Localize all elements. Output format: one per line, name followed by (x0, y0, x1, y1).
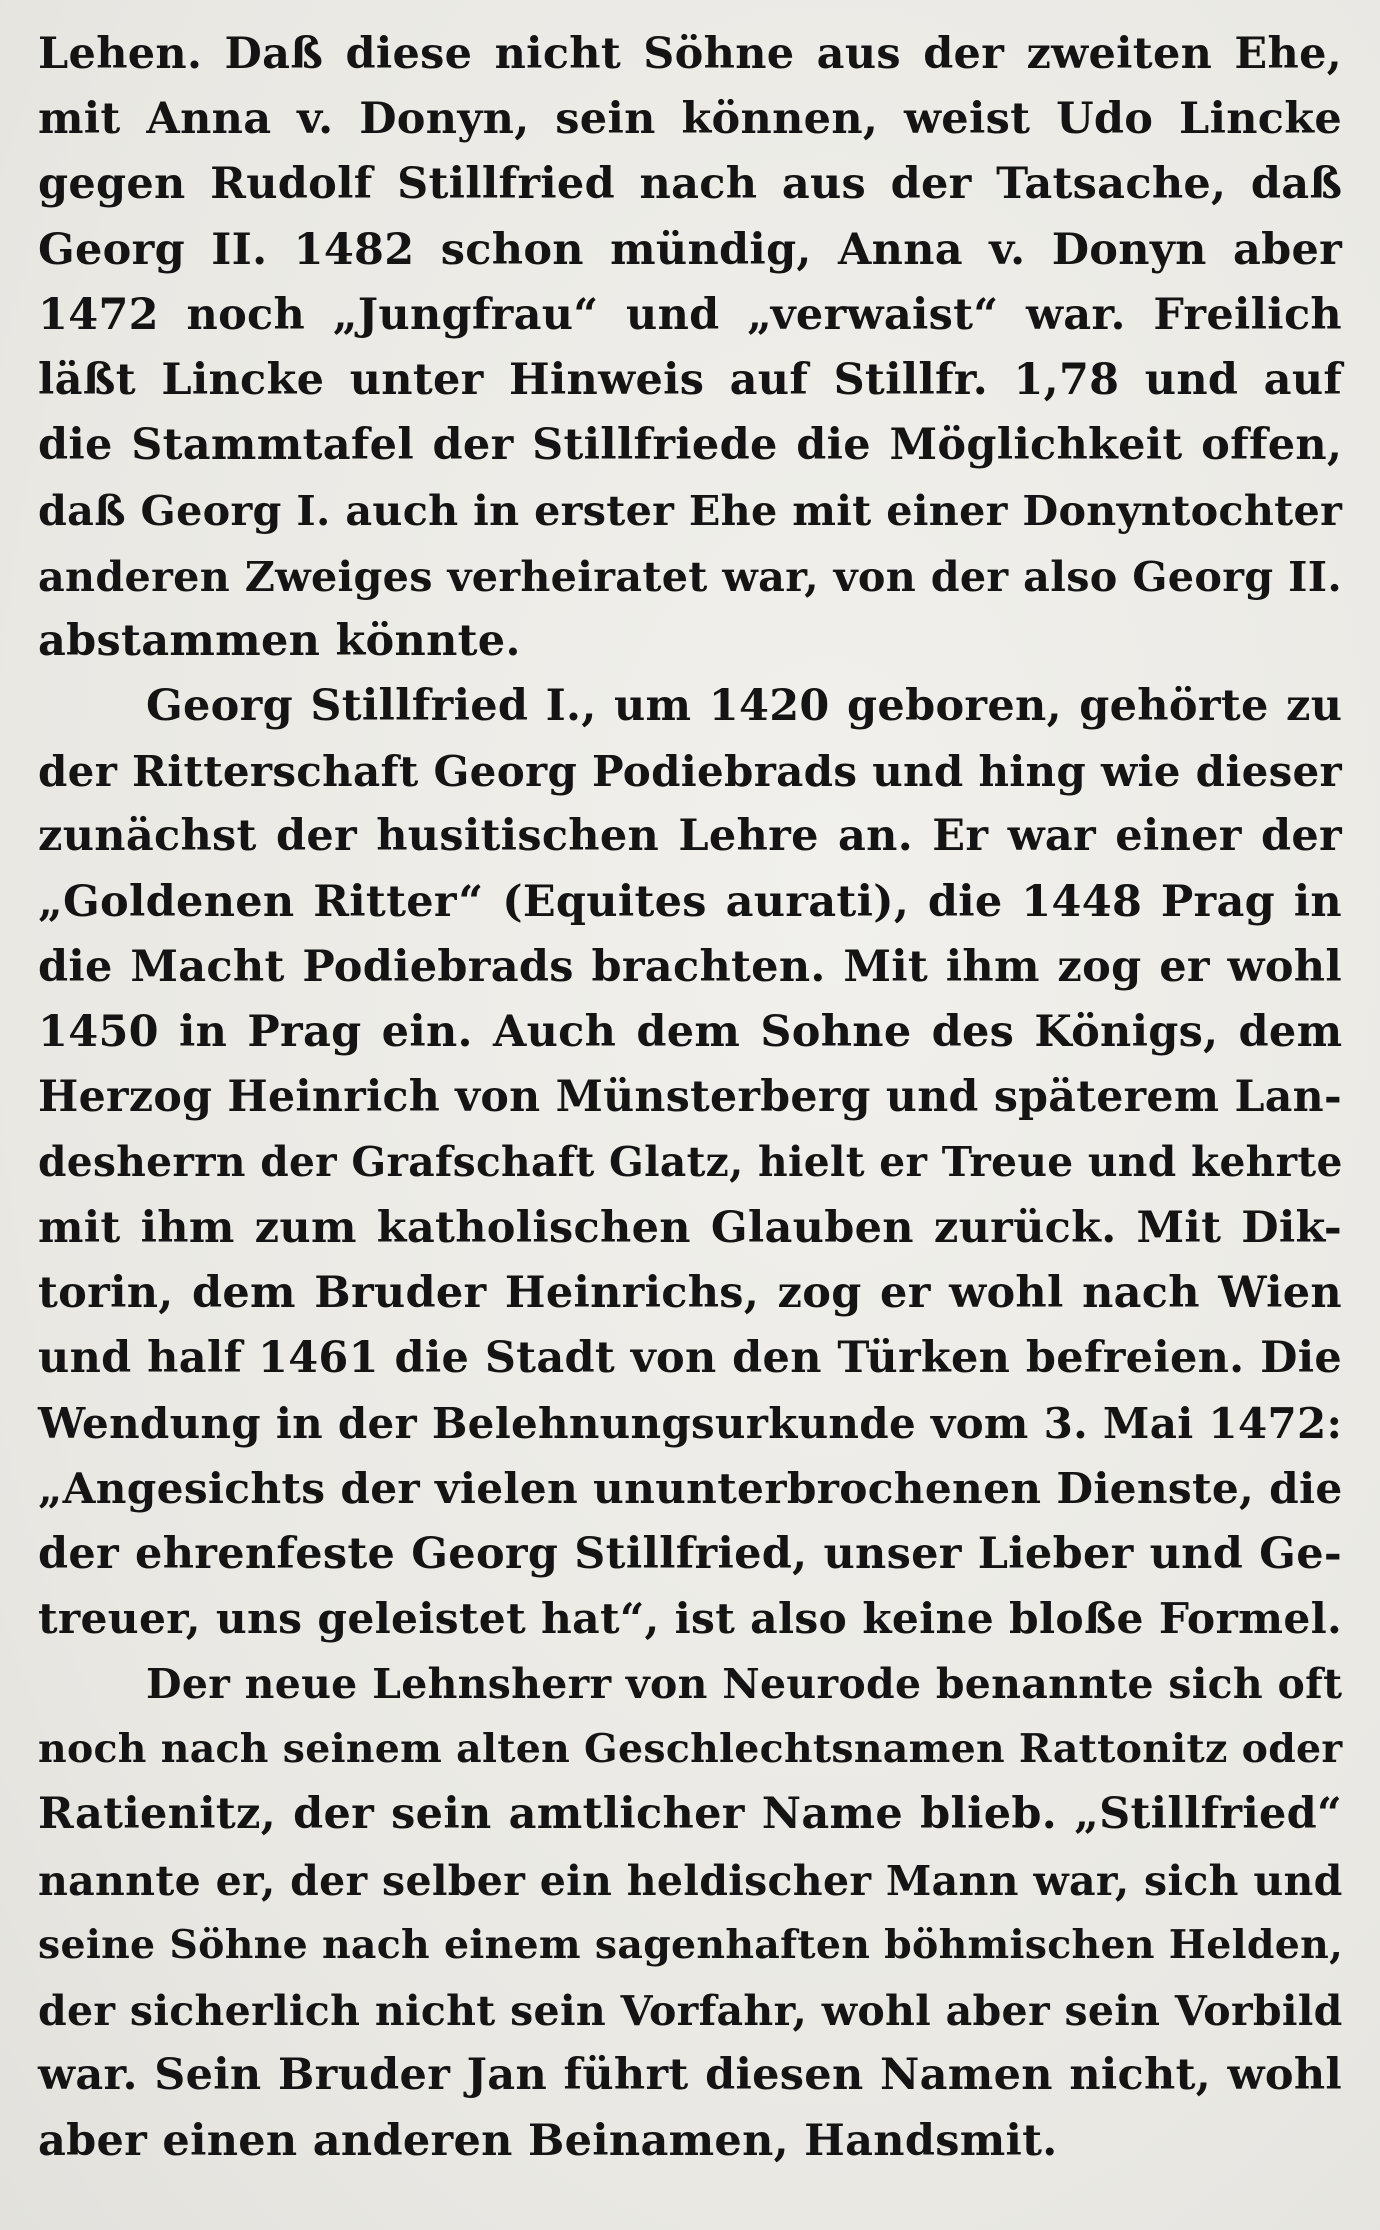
text-line: anderen Zweiges verheiratet war, von der also Georg II. (38, 551, 1342, 601)
text-line: desherrn der Grafschaft Glatz, hielt er Treue und kehrte (38, 1138, 1343, 1187)
text-line: seine Söhne nach einem sagenhaften böhmischen Helden, (38, 1921, 1344, 1968)
text-line: der ehrenfeste Georg Stillfried, unser Lieber und Ge- (38, 1528, 1342, 1579)
text-line: abstammen könnte. (38, 615, 521, 666)
text-line: 1450 in Prag ein. Auch dem Sohne des Königs, dem (38, 1007, 1343, 1058)
text-line: zunächst der husitischen Lehre an. Er war einer der (38, 811, 1342, 862)
text-line: der Ritterschaft Georg Podiebrads und hing wie dieser (38, 747, 1342, 797)
text-line: läßt Lincke unter Hinweis auf Stillfr. 1,78 und auf (38, 355, 1343, 406)
text-line: Der neue Lehnsherr von Neurode benannte sich oft (146, 1660, 1343, 1709)
text-line: nannte er, der selber ein heldischer Mann war, sich und (38, 1855, 1343, 1905)
text-line: Georg II. 1482 schon mündig, Anna v. Donyn aber (38, 224, 1343, 275)
text-line: die Stammtafel der Stillfriede die Möglichkeit offen, (38, 420, 1343, 471)
text-line: Herzog Heinrich von Münsterberg und späterem Lan- (38, 1072, 1342, 1123)
paragraph-2 (38, 674, 1342, 1652)
text-line: noch nach seinem alten Geschlechtsnamen Rattonitz oder (38, 1726, 1343, 1773)
paragraph-1 (38, 22, 1342, 674)
text-line: aber einen anderen Beinamen, Handsmit. (38, 2115, 1058, 2166)
text-line: der sicherlich nicht sein Vorfahr, wohl aber sein Vorbild (38, 1986, 1343, 2036)
book-text-block (38, 22, 1342, 2174)
text-line: gegen Rudolf Stillfried nach aus der Tatsache, daß (38, 159, 1343, 210)
text-line: Ratienitz, der sein amtlicher Name blieb. „Stillfried“ (38, 1789, 1343, 1840)
text-line: „Angesichts der vielen ununterbrochenen Dienste, die (38, 1463, 1343, 1514)
text-line: Lehen. Daß diese nicht Söhne aus der zweiten Ehe, (38, 29, 1342, 79)
text-line: war. Sein Bruder Jan führt diesen Namen nicht, wohl (38, 2050, 1343, 2101)
text-line: mit ihm zum katholischen Glauben zurück. Mit Dik- (38, 1202, 1342, 1253)
text-line: daß Georg I. auch in erster Ehe mit einer Donyntochter (38, 486, 1343, 536)
text-line: Georg Stillfried I., um 1420 geboren, gehörte zu (146, 681, 1343, 732)
text-line: treuer, uns geleistet hat“, ist also keine bloße Formel. (38, 1593, 1343, 1644)
text-line: die Macht Podiebrads brachten. Mit ihm zog er wohl (38, 941, 1342, 992)
paragraph-3 (38, 1652, 1342, 2174)
text-line: 1472 noch „Jungfrau“ und „verwaist“ war. Freilich (38, 289, 1342, 340)
text-line: torin, dem Bruder Heinrichs, zog er wohl nach Wien (38, 1267, 1342, 1318)
text-line: Wendung in der Belehnungsurkunde vom 3. Mai 1472: (38, 1399, 1343, 1449)
text-line: mit Anna v. Donyn, sein können, weist Udo Lincke (38, 94, 1342, 145)
text-line: „Goldenen Ritter“ (Equites aurati), die 1448 Prag in (38, 876, 1342, 927)
text-line: und half 1461 die Stadt von den Türken befreien. Die (38, 1333, 1342, 1384)
